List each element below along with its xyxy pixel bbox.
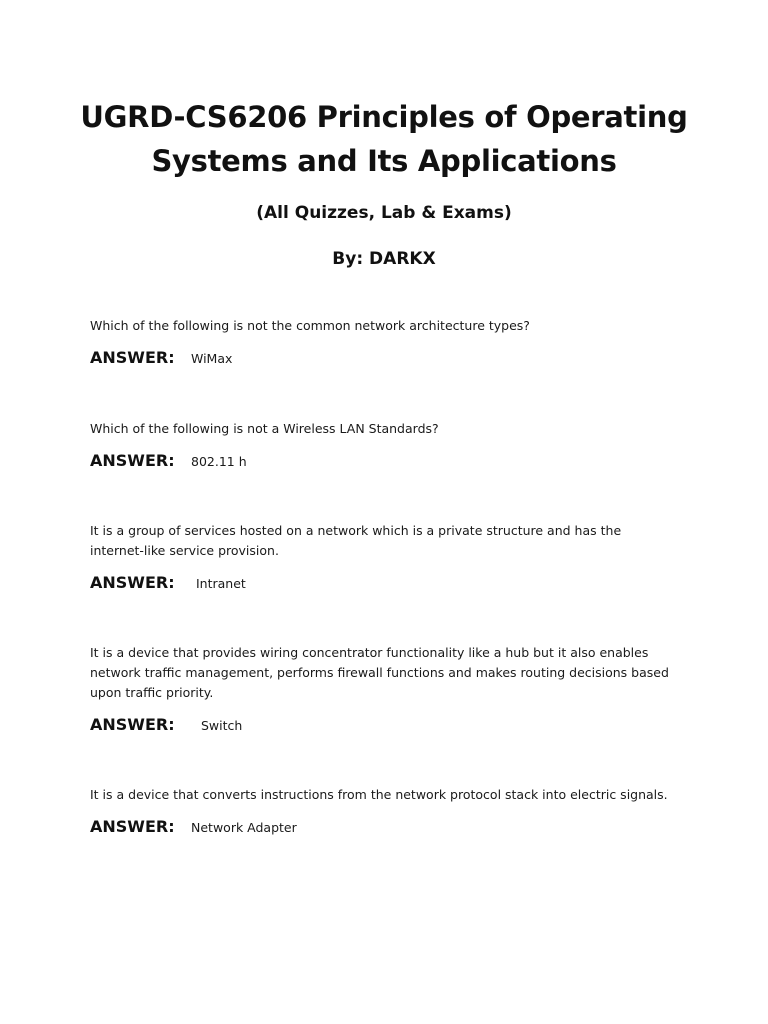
document-subtitle: (All Quizzes, Lab & Exams)	[256, 203, 512, 223]
answer-row	[90, 346, 670, 370]
qa-item	[90, 785, 670, 839]
qa-item	[90, 316, 670, 370]
document-title-line-1: UGRD-CS6206 Principles of Operating	[80, 100, 688, 134]
answer-row	[90, 571, 670, 595]
answer-value: Intranet	[196, 576, 246, 591]
qa-item	[90, 419, 670, 473]
document-byline: By: DARKX	[332, 249, 436, 269]
answer-value: 802.11 h	[191, 454, 247, 469]
answer-row	[90, 713, 670, 737]
document-title	[40, 95, 728, 183]
answer-row	[90, 815, 670, 839]
qa-item	[90, 643, 670, 737]
answer-value: WiMax	[191, 351, 233, 366]
answer-label: ANSWER:	[90, 715, 175, 734]
question-text: Which of the following is not a Wireless LAN Standards?	[90, 421, 439, 436]
question-text: It is a device that converts instructions from the network protocol stack into electric signals.	[90, 787, 668, 802]
question-text: It is a device that provides wiring concentrator functionality like a hub but it also enables network traffic management, performs firewall functions and makes routing decisions based upon traffic priority.	[90, 645, 669, 700]
answer-row	[90, 449, 670, 473]
answer-label: ANSWER:	[90, 348, 175, 367]
answer-label: ANSWER:	[90, 817, 175, 836]
answer-label: ANSWER:	[90, 573, 175, 592]
question-text: Which of the following is not the common network architecture types?	[90, 318, 530, 333]
document-title-line-2: Systems and Its Applications	[151, 144, 617, 178]
answer-value: Switch	[201, 718, 243, 733]
qa-item	[90, 521, 670, 595]
answer-label: ANSWER:	[90, 451, 175, 470]
answer-value: Network Adapter	[191, 820, 297, 835]
question-text: It is a group of services hosted on a network which is a private structure and has the internet-like service provision.	[90, 523, 622, 558]
